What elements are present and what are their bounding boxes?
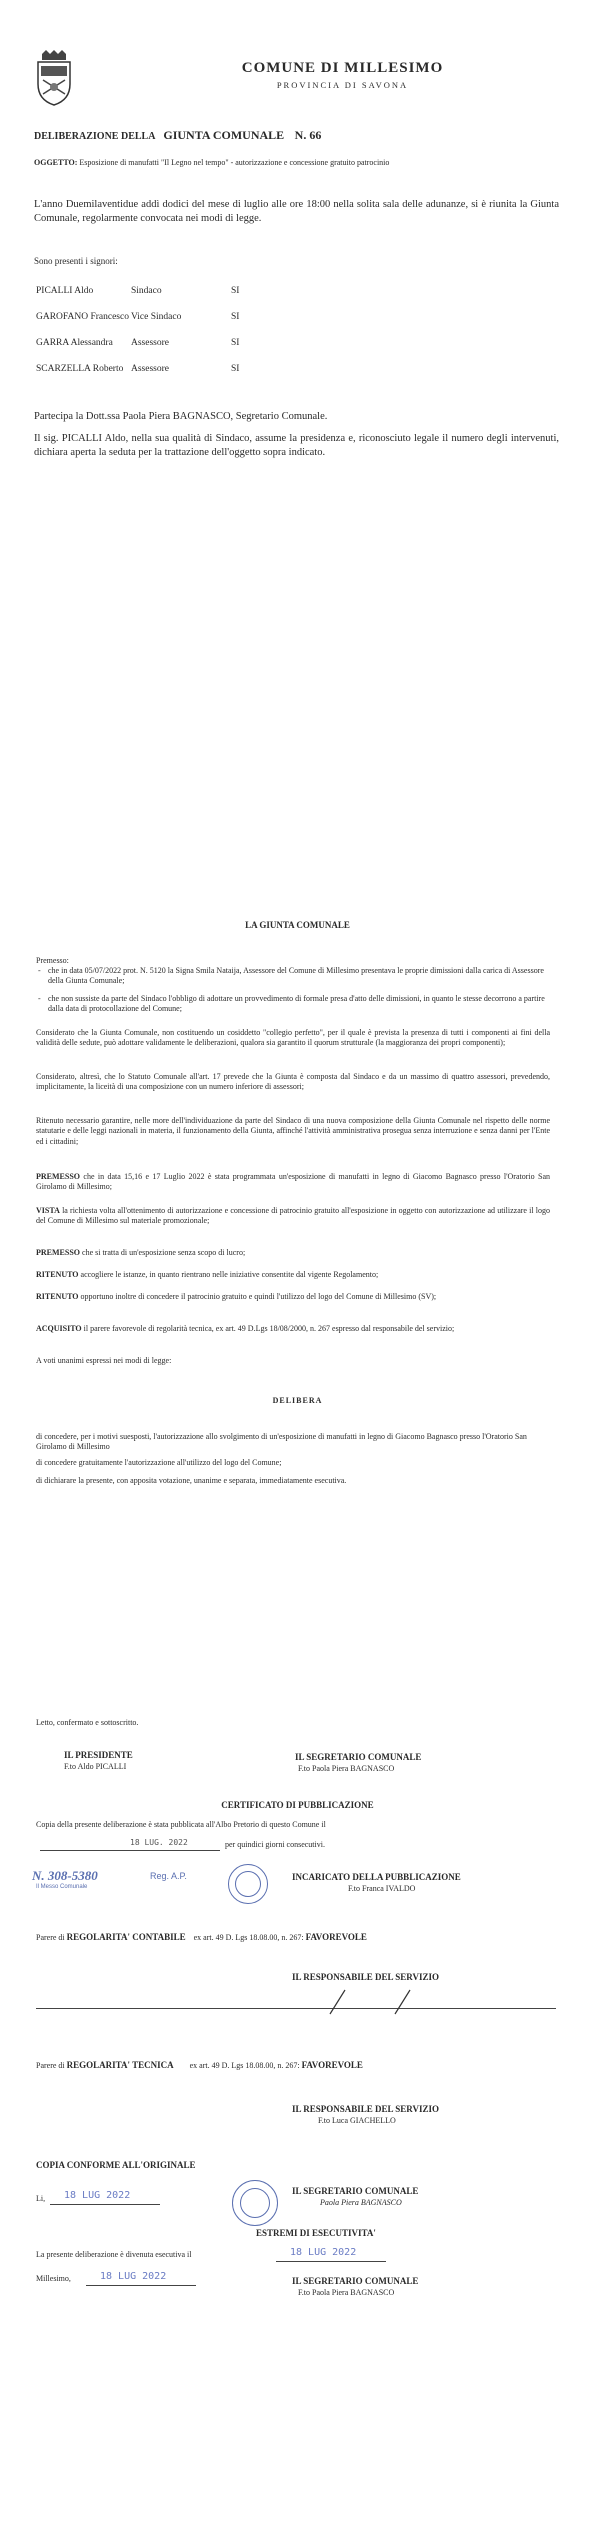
copia-secretary-title: IL SEGRETARIO COMUNALE [292,2186,419,2196]
premesso-item: - che non sussiste da parte del Sindaco l'obbligo di adottare un provvedimento di formale presa d'atto delle dimissioni, in quanto le stesse decorrono a partire dalla data di protocollazione del Comune; [38,994,545,1014]
date-line [276,2261,386,2262]
giunta-heading: LA GIUNTA COMUNALE [245,920,350,930]
secretary-name: F.to Paola Piera BAGNASCO [298,1764,395,1773]
premesso-item: - che in data 05/07/2022 prot. N. 5120 la Signa Smila Nataija, Assessore del Comune di Millesimo presentava le proprie dimissioni dalla carica di Assessore della Giunta Comunale; [38,966,544,986]
clause [36,1206,550,1227]
member-present: SI [231,286,240,296]
clause-text: accogliere le istanze, in quanto rientrano nelle iniziative consentite dal vigente Regolamento; [80,1270,379,1279]
delibera-item: di dichiarare la presente, con apposita votazione, unanime e separata, immediatamente esecutiva. [36,1476,347,1485]
oggetto [34,158,544,168]
clause [36,1172,550,1193]
presidency-paragraph: Il sig. PICALLI Aldo, nella sua qualità di Sindaco, assume la presidenza e, riconosciuto legale il numero degli intervenuti, dichiara aperta la seduta per la trattazione dell'oggetto sopra indicato. [34,433,559,458]
copia-place: Li, [36,2194,46,2203]
parere-contabile-label: REGOLARITA' CONTABILE [66,1932,186,1942]
parere-tecnica: Parere di REGOLARITA' TECNICA ex art. 49 D. Lgs 18.08.00, n. 267: FAVOREVOLE [36,2060,363,2070]
deliberation-title [34,128,321,143]
esecutivita-heading: ESTREMI DI ESECUTIVITA' [256,2228,376,2238]
member-role: Vice Sindaco [131,312,182,322]
clause-label: RITENUTO [36,1270,79,1279]
member-present: SI [231,312,240,322]
esecutivita-place: Millesimo, [36,2274,71,2283]
reg-number: N. 308-5380 [32,1868,98,1883]
oggetto-label: OGGETTO: [34,158,78,167]
date-line [86,2285,196,2286]
member-row [36,312,436,326]
member-role: Assessore [131,338,169,348]
title-main: GIUNTA COMUNALE [163,128,285,142]
comune-name: COMUNE DI MILLESIMO [241,60,444,76]
clause-label: VISTA [36,1206,60,1215]
president-title: IL PRESIDENTE [64,1750,133,1760]
parere-contabile-result: FAVOREVOLE [305,1932,367,1942]
provincia-name: PROVINCIA DI SAVONA [276,80,409,90]
publication-duration: per quindici giorni consecutivi. [225,1840,325,1849]
member-name: GARRA Alessandra [36,338,113,348]
officer-name: F.to Franca IVALDO [348,1884,416,1893]
registration-stamp [32,1868,212,1894]
esecutivita-text: La presente deliberazione è divenuta esecutiva il [36,2250,192,2259]
signature-line [36,2008,556,2009]
clause-text: il parere favorevole di regolarità tecnica, ex art. 49 D.Lgs 18/08/2000, n. 267 espresso dal responsabile del servizio; [83,1324,455,1333]
present-label: Sono presenti i signori: [34,256,118,266]
certificate-heading: CERTIFICATO DI PUBBLICAZIONE [221,1800,374,1810]
parere-tecnica-result: FAVOREVOLE [301,2060,363,2070]
member-row [36,338,436,352]
president-name: F.to Aldo PICALLI [64,1762,127,1771]
delibera-item: di concedere gratuitamente l'autorizzazione all'utilizzo del logo del Comune; [36,1458,282,1467]
resp-contabile-title: IL RESPONSABILE DEL SERVIZIO [292,1972,439,1982]
date-line [40,1850,220,1851]
clause [36,1324,550,1334]
publication-date: 18 LUG. 2022 [130,1838,188,1847]
premesso-text: che non sussiste da parte del Sindaco l'obbligo di adottare un provvedimento di formale presa d'atto delle dimissioni, in quanto le stesse decorrono a partire dalla data di protocollazione del Comune; [48,994,545,1014]
premesso-text: che in data 05/07/2022 prot. N. 5120 la Signa Smila Nataija, Assessore del Comune di Millesimo presentava le proprie dimissioni dalla carica di Assessore della Giunta Comunale; [48,966,544,986]
esecutivita-secretary-name: F.to Paola Piera BAGNASCO [298,2288,395,2297]
messo-label: Il Messo Comunale [36,1884,88,1890]
esecutivita-place-date: 18 LUG 2022 [100,2271,167,2282]
member-name: GAROFANO Francesco [36,312,129,322]
deliberation-number: N. 66 [294,128,322,142]
delibera-heading: DELIBERA [272,1396,323,1405]
coat-of-arms-icon [34,50,74,106]
clause [36,1270,550,1280]
clause [36,1292,550,1302]
paragraph-statuto: Considerato, altresì, che lo Statuto Comunale all'art. 17 prevede che la Giunta è composta dal Sindaco e da un massimo di quattro assessori, prevedendo, implicitamente, la liceità di una composizione con un numero inferiore di assessori; [36,1072,550,1092]
title-prefix: DELIBERAZIONE DELLA [34,131,155,142]
parere-contabile: Parere di REGOLARITA' CONTABILE ex art. 49 D. Lgs 18.08.00, n. 267: FAVOREVOLE [36,1932,367,1942]
member-row [36,364,436,378]
member-role: Sindaco [131,286,162,296]
certificate-text: Copia della presente deliberazione è stata pubblicata all'Albo Pretorio di questo Comune il [36,1820,326,1829]
paragraph-considerato: Considerato che la Giunta Comunale, non costituendo un cosiddetto "collegio perfetto", per il quale è prevista la presenza di tutti i componenti ai fini della validità delle sedute, può adottare validamente le deliberazioni, qualora sia garantito il quorum strutturale (la maggioranza dei propri componenti); [36,1028,550,1048]
votes-line: A voti unanimi espressi nei modi di legge: [36,1356,172,1365]
copia-secretary-name: Paola Piera BAGNASCO [320,2198,402,2207]
copia-heading: COPIA CONFORME ALL'ORIGINALE [36,2160,196,2170]
member-present: SI [231,338,240,348]
member-row [36,286,436,300]
officer-title: INCARICATO DELLA PUBBLICAZIONE [292,1872,461,1882]
clause-text: opportuno inoltre di concedere il patrocinio gratuito e quindi l'utilizzo del logo del Comune di Millesimo (SV); [80,1292,437,1301]
clause-label: PREMESSO [36,1248,81,1257]
reg-label: Reg. A.P. [150,1871,187,1881]
esecutivita-date-stamp: 18 LUG 2022 [290,2247,357,2258]
copia-date-stamp: 18 LUG 2022 [64,2190,131,2201]
clause-label: PREMESSO [36,1172,81,1181]
secretary-title: IL SEGRETARIO COMUNALE [295,1752,422,1762]
premesso-label: Premesso: [36,956,69,965]
comune-stamp-icon [232,2180,278,2226]
delibera-item: di concedere, per i motivi suesposti, l'autorizzazione allo svolgimento di un'esposizione di manufatti in legno di Giacomo Bagnasco presso l'Oratorio San Girolamo di Millesimo [36,1432,527,1452]
esecutivita-secretary-title: IL SEGRETARIO COMUNALE [292,2276,419,2286]
resp-tecnica-name: F.to Luca GIACHELLO [318,2116,396,2125]
handwritten-signature [300,1986,440,2016]
confirm-line: Letto, confermato e sottoscritto. [36,1718,139,1727]
parere-tecnica-label: REGOLARITA' TECNICA [66,2060,174,2070]
comune-stamp-icon [228,1864,268,1904]
clause-text: che in data 15,16 e 17 Luglio 2022 è stata programmata un'esposizione di manufatti in legno di Giacomo Bagnasco presso l'Oratorio San Girolamo di Millesimo; [36,1172,551,1192]
oggetto-text: Esposizione di manufatti "Il Legno nel tempo" - autorizzazione e concessione gratuito patrocinio [79,158,390,167]
intro-paragraph: L'anno Duemilaventidue addì dodici del mese di luglio alle ore 18:00 nella solita sala delle adunanze, si è riunita la Giunta Comunale, regolarmente convocata nei modi di legge. [34,199,559,224]
member-name: PICALLI Aldo [36,286,94,296]
clause-label: RITENUTO [36,1292,79,1301]
clause [36,1248,550,1258]
clause-label: ACQUISITO [36,1324,82,1333]
member-role: Assessore [131,364,169,374]
clause-text: la richiesta volta all'ottenimento di autorizzazione e concessione di patrocinio gratuito all'esposizione in oggetto con autorizzazione ad utilizzare il logo del Comune di Millesimo sul materiale promozionale; [36,1206,551,1226]
member-present: SI [231,364,240,374]
paragraph-ritenuto: Ritenuto necessario garantire, nelle more dell'individuazione da parte del Sindaco di una nuova composizione della Giunta Comunale nel rispetto delle norme statutarie e delle leggi nazionali in materia, il funzionamento della Giunta, affinché l'attività amministrativa prosegua senza interruzione e senza danni per l'Ente ed i cittadini; [36,1116,550,1146]
secretary-paragraph: Partecipa la Dott.ssa Paola Piera BAGNASCO, Segretario Comunale. [34,411,328,422]
date-line [50,2204,160,2205]
resp-tecnica-title: IL RESPONSABILE DEL SERVIZIO [292,2104,439,2114]
member-name: SCARZELLA Roberto [36,364,124,374]
clause-text: che si tratta di un'esposizione senza scopo di lucro; [82,1248,246,1257]
